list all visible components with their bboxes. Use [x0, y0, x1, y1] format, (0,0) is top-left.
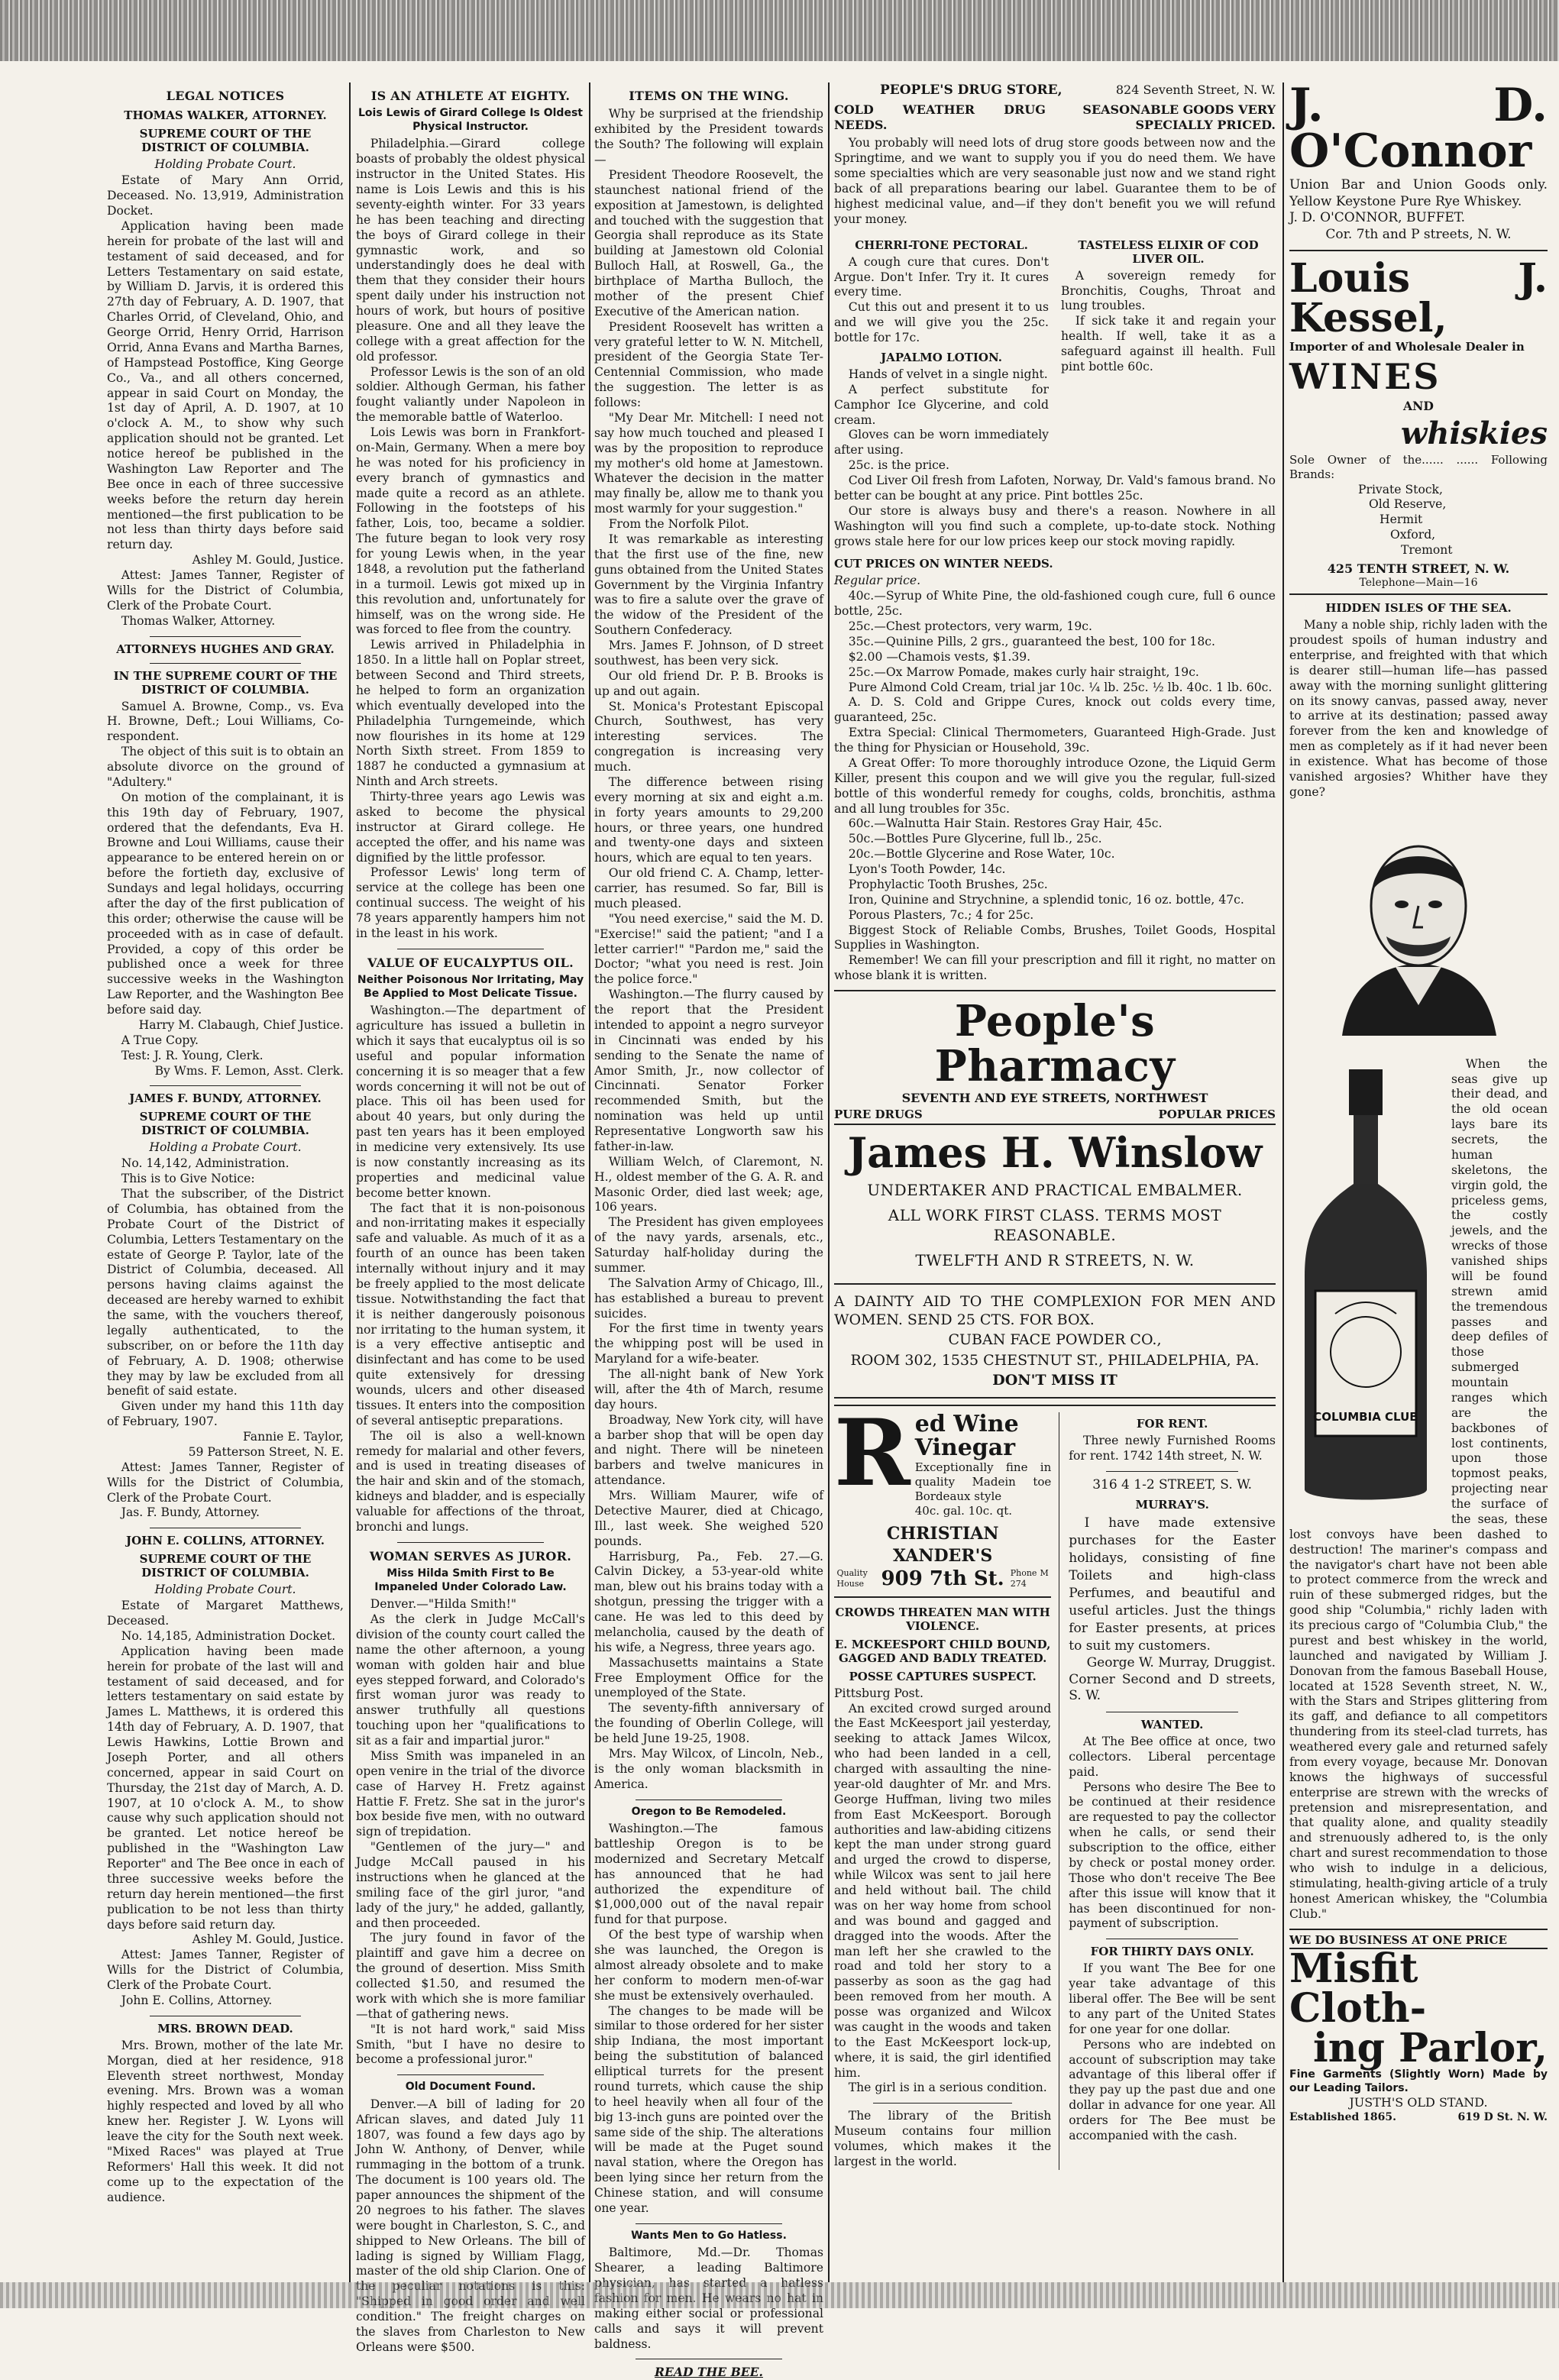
article-paragraph: Washington.—The famous battleship Oregon is to be modernized and Secretary Metcalf has announced that he had authorized the expenditure of $1,000,000 out of the naval repair fund for that purpose.	[594, 1822, 823, 1927]
notice-body: Application having been made herein for probate of the last will and testament of said deceased, and for Letters Testamentary on said estate, by William D. Jarvis, it is ordered this 27th day of February, A. D. 1907, that Charles Orrid, of Cleveland, Ohio, and George Orrid, Henry Orrid, Harrison Orrid, Anna Evans and Martha Barnes, of Hampstead Postoffice, King George Co., Va., and all others concerned, appear in said Court on Monday, the 1st day of April, A. D. 1907, at 10 o'clock A. M., to show why such application should not be granted. Let notice hereof be published in the Washington Law Reporter and The Bee once in each of three successive weeks before the return day herein mentioned—the first publication to be not less than thirty days before said return day.	[107, 218, 344, 552]
court-heading: SUPREME COURT OF THE DISTRICT OF COLUMBIA.	[139, 1110, 312, 1138]
news-item: Massachusetts maintains a State Free Employment Office for the unemployed of the State.	[594, 1655, 823, 1700]
man-portrait-illustration	[1296, 807, 1541, 1051]
given-line: Given under my hand this 11th day of February, 1907.	[107, 1399, 344, 1429]
news-item: Our old friend C. A. Champ, letter-carrier, has resumed. So far, Bill is much pleased.	[594, 866, 823, 910]
dainty-line: DON'T MISS IT	[992, 1371, 1117, 1389]
article-paragraph: Miss Smith was impaneled in an open venire in the trial of the divorce case of Harvey H. Fretz against Hattie F. Fretz. She sat in the juror's box beside five men, with no outward sign of trepidation.	[356, 1748, 585, 1839]
notice-line: This is to Give Notice:	[121, 1172, 255, 1186]
attest-line: Attest: James Tanner, Register of Wills for the District of Columbia, Clerk of the Probate Court.	[107, 1948, 344, 1993]
misfit-ad	[1289, 1929, 1548, 2125]
notice-body: On motion of the complainant, it is this 19th day of February, 1907, ordered that the defendants, Eva H. Browne and Loui Williams, cause their appearance to be entered herein on or before the fortieth day, exclusive of Sundays and legal holidays, occurring after the day of the first publication of this order; otherwise the cause will be proceeded with as in case of default. Provided, a copy of this order be published once a week for three successive weeks in the Washington Law Reporter, and the Washington Bee before said day.	[107, 790, 344, 1017]
kessel-line: Importer of and Wholesale Dealer in	[1289, 339, 1525, 354]
article-paragraph: Professor Lewis is the son of an old soldier. Although German, his father fought valiantly under Napoleon in the memorable battle of Waterloo.	[356, 364, 585, 425]
peoples-pharmacy-ad	[834, 990, 1276, 1125]
winslow-line: TWELFTH AND R STREETS, N. W.	[915, 1251, 1195, 1270]
price-line: Extra Special: Clinical Thermometers, Guaranteed High-Grade. Just the thing for Physician or Household, 39c.	[834, 726, 1276, 755]
red-wine-vinegar-ad	[834, 1399, 1052, 1598]
section-heading: LEGAL NOTICES	[166, 89, 285, 103]
article-subheading: E. MCKEESPORT CHILD BOUND, GAGGED AND BADLY TREATED.	[834, 1637, 1051, 1665]
product-text: Our store is always busy and there's a reason. Nowhere in all Washington will you find such a complete, up-to-date stock. Nothing grows stale here for our low prices keep our stock moving rapidly.	[834, 503, 1276, 548]
murray-body: I have made extensive purchases for the Easter holidays, consisting of fine Toilets and high-class Perfumes, and beautiful and useful articles. Just the things for Easter presents, at prices to suit my customers.	[1069, 1515, 1276, 1654]
article-paragraph: Of the best type of warship when she was launched, the Oregon is almost already obsolete and to make her conform to modern men-of-war she must be extensively overhauled.	[594, 1928, 823, 2003]
article-paragraph: An excited crowd surged around the East McKeesport jail yesterday, seeking to attack James Wilcox, who had been landed in a cell, charged with assaulting the nine-year-old daughter of Mr. and Mrs. George Huffman, living two miles from East McKeesport. Borough authorities and law-abiding citizens kept the man under strong guard and urged the crowd to disperse, while Wilcox was sent to jail here and held without bail. The child was on her way home from school and was bound and gagged and dragged into the woods. After the man left her she crawled to the road and told her story to a passerby as soon as the gag had been removed from her mouth. A posse was organized and Wilcox was caught in the woods and taken to the East McKeesport lock-up, where, it is said, the girl identified him.	[834, 1701, 1052, 2080]
kessel-brand: Tremont	[1401, 543, 1453, 558]
article-paragraph: As the clerk in Judge McCall's division of the county court called the name the other afternoon, a young woman with golden hair and blue eyes stepped forward, and Colorado's first woman juror was ready to answer truthfully all questions touching upon her "qualifications to sit as a fair and impartial juror."	[356, 1612, 585, 1748]
divider	[636, 2223, 782, 2224]
news-item: President Roosevelt has written a very grateful letter to W. N. Mitchell, president of the Georgia State Ter-Centennial Commission, who made the suggestion. The letter is as follows:	[594, 319, 823, 410]
murray-signature: George W. Murray, Druggist.	[1086, 1654, 1276, 1670]
product-text: A perfect substitute for Camphor Ice Glycerine, and cold cream.	[834, 382, 1049, 427]
estate-line: Estate of Margaret Matthews, Deceased.	[107, 1599, 344, 1628]
signature: By Wms. F. Lemon, Asst. Clerk.	[154, 1063, 344, 1078]
murray-address: 316 4 1-2 STREET, S. W.	[1092, 1476, 1253, 1492]
news-item: Broadway, New York city, will have a barber shop that will be open day and night. There will be nineteen barbers and twelve manicures in attendance.	[594, 1412, 823, 1488]
kessel-title: Louis J. Kessel,	[1289, 254, 1548, 341]
column-rule	[1282, 82, 1284, 2282]
dainty-line: ROOM 302, 1535 CHESTNUT ST., PHILADELPHIA, PA.	[850, 1351, 1260, 1369]
product-text: Cod Liver Oil fresh from Lafoten, Norway, Dr. Vald's famous brand. No better can be bought at any price. Pint bottles 25c.	[834, 474, 1276, 503]
and-word: AND	[1403, 399, 1434, 414]
article-subheading: Lois Lewis of Girard College Is Oldest Physical Instructor.	[358, 107, 583, 133]
winslow-ad	[834, 1128, 1276, 1285]
price-line: A Great Offer: To more thoroughly introduce Ozone, the Liquid Germ Killer, present this coupon and we will give you the regular, full-sized bottle of this wonderful remedy for coughs, colds, bronchitis, asthma and all lung troubles for 35c.	[834, 755, 1276, 816]
signature: Thomas Walker, Attorney.	[121, 613, 276, 628]
cuban-face-powder-ad	[834, 1285, 1276, 1399]
section-heading: ITEMS ON THE WING.	[629, 89, 789, 103]
wines-title: WINES	[1289, 355, 1441, 397]
vinegar-title: Vinegar	[914, 1434, 1015, 1462]
kessel-brand: Old Reserve,	[1369, 497, 1447, 512]
kessel-brand-list	[1289, 483, 1548, 558]
news-item: Why be surprised at the friendship exhibited by the President towards the South? The following will explain—	[594, 107, 823, 167]
court-heading: SUPREME COURT OF THE DISTRICT OF COLUMBIA.	[139, 127, 312, 155]
address-line: 59 Patterson Street, N. E.	[188, 1444, 344, 1459]
kessel-brand: Oxford,	[1390, 528, 1436, 542]
cold-weather-heading: COLD WEATHER DRUG NEEDS.	[834, 102, 1046, 133]
oconnor-title: J. D. O'Connor	[1289, 79, 1548, 178]
regular-price-label: Regular price.	[834, 574, 921, 588]
news-item: Our old friend Dr. P. B. Brooks is up and out again.	[594, 668, 823, 698]
news-item: It was remarkable as interesting that the first use of the fine, new guns obtained from the United States Government by the Virginia Infantry was to fire a salute over the grave of the widow of the President of the Southern Confederacy.	[594, 532, 823, 638]
red-wine-title: ed Wine	[914, 1410, 1019, 1437]
news-item: "My Dear Mr. Mitchell: I need not say how much touched and pleased I was by the proposition to reproduce my mother's old home at Jamestown. Whatever the decision in the matter may finally be, allow me to thank you most warmly for your suggestion."	[594, 410, 823, 516]
product-heading: JAPALMO LOTION.	[881, 350, 1002, 364]
murray-heading: MURRAY'S.	[1135, 1498, 1209, 1512]
winslow-line: UNDERTAKER AND PRACTICAL EMBALMER.	[867, 1180, 1243, 1199]
parties-line: Samuel A. Browne, Comp., vs. Eva H. Browne, Deft.; Loui Williams, Co-respondent.	[107, 699, 344, 744]
red-wine-initial: R	[834, 1399, 910, 1507]
true-copy: A True Copy.	[121, 1033, 199, 1047]
product-text: 25c. is the price.	[848, 458, 949, 473]
notice-body: The object of this suit is to obtain an absolute divorce on the ground of "Adultery."	[107, 745, 344, 789]
misfit-title-1: Misfit Cloth-	[1289, 1945, 1427, 2032]
news-item: For the first time in twenty years the whipping post will be used in Maryland for a wife-beater.	[594, 1321, 823, 1366]
thirty-days-body: Persons who are indebted on account of subscription may take advantage of this liberal offer if they pay up the past due and one dollar in advance for one year. All orders for The Bee must be accompanied with the cash.	[1069, 2037, 1276, 2142]
article-paragraph: Lewis arrived in Philadelphia in 1850. In a little hall on Poplar street, between Second and Third streets, he helped to form an organization which eventually developed into the Philadelphia Turngemeinde, which now flourishes in its home at 129 North Sixth street. From 1859 to 1887 he conducted a gymnasium at Ninth and Arch streets.	[356, 638, 585, 789]
news-item: The seventy-fifth anniversary of the founding of Oberlin College, will be held June 19-25, 1908.	[594, 1701, 823, 1746]
whiskey-bottle-illustration	[1289, 1062, 1442, 1512]
product-text: Gloves can be worn immediately after using.	[834, 428, 1049, 458]
court-heading: SUPREME COURT OF THE DISTRICT OF COLUMBIA.	[139, 1552, 312, 1580]
news-item: The difference between rising every morning at six and eight a.m. in forty years amounts to 29,200 hours, or three years, one hundred and twenty-one days and sixteen hours, which are equal to ten years.	[594, 774, 823, 865]
kessel-address: 425 TENTH STREET, N. W.	[1327, 561, 1510, 576]
court-heading: IN THE SUPREME COURT OF THE DISTRICT OF COLUMBIA.	[113, 668, 338, 697]
xander-address: 909 7th St.	[881, 1567, 1004, 1590]
cut-prices-heading: CUT PRICES ON WINTER NEEDS.	[834, 557, 1053, 571]
notice-body: Application having been made herein for probate of the last will and testament of said deceased, and for letters testamentary on said estate by James L. Matthews, it is ordered this 14th day of February, A. D. 1907, that Lewis Hawkins, Lottie Brown and Joseph Porter, and all others concerned, appear in said Court on Thursday, the 21st day of March, A. D. 1907, at 10 o'clock A. M., to show cause why such application should not be granted. Let notice hereof be published in the "Washington Law Reporter" and The Bee once in each of three successive weeks before the return day herein mentioned—the first publication to be not less than thirty days before said return day.	[107, 1644, 344, 1932]
column-items-on-the-wing	[594, 82, 823, 2380]
column-legal-notices	[107, 82, 344, 2282]
prescription-note: Remember! We can fill your prescription and fill it right, no matter on whose blank it is written.	[834, 953, 1276, 983]
news-item: From the Norfolk Pilot.	[608, 517, 749, 532]
price-line: Porous Plasters, 7c.; 4 for 25c.	[848, 907, 1034, 922]
column-articles	[356, 82, 585, 2354]
docket-line: No. 14,142, Administration.	[121, 1156, 289, 1171]
biggest-stock: Biggest Stock of Reliable Combs, Brushes, Toilet Goods, Hospital Supplies in Washington.	[834, 923, 1276, 952]
dainty-line: CUBAN FACE POWDER CO.,	[948, 1331, 1162, 1349]
article-paragraph: Baltimore, Md.—Dr. Thomas Shearer, a leading Baltimore physician, has started a hatless fashion for men. He wears no hat in making either social or professional calls and says it will prevent baldness.	[594, 2246, 823, 2351]
misfit-tagline: WE DO BUSINESS AT ONE PRICE	[1289, 1933, 1548, 1949]
column-advertisements	[834, 82, 1276, 2282]
news-item: Mrs. James F. Johnson, of D street southwest, has been very sick.	[594, 639, 823, 668]
drug-store-name: PEOPLE'S DRUG STORE,	[880, 82, 1063, 98]
scan-bottom-edge	[0, 2282, 1559, 2308]
article-paragraph: Professor Lewis' long term of service at the college has been one continual success. The weight of his 78 years apparently hampers him not in the least in his work.	[356, 865, 585, 940]
news-item: William Welch, of Claremont, N. H., oldest member of the G. A. R. and Masonic Order, died last week; age, 106 years.	[594, 1154, 823, 1214]
price-line: Prophylactic Tooth Brushes, 25c.	[848, 877, 1048, 891]
news-item: "You need exercise," said the M. D. "Exercise!" said the patient; "and I a letter carrier!" "Pardon me," said the Doctor; "what you need is rest. Join the police force."	[594, 911, 823, 987]
product-text: A sovereign remedy for Bronchitis, Coughs, Throat and lung troubles.	[1061, 268, 1276, 313]
oconnor-line: Union Bar and Union Goods only. Yellow Keystone Pure Rye Whiskey.	[1289, 177, 1548, 209]
article-paragraph: The fact that it is non-poisonous and non-irritating makes it especially safe and valuable. As much of it as a fourth of an ounce has been taken internally without injury and it may be freely applied to the most delicate tissue. Notwithstanding the fact that it is neither dangerously poisonous nor irritating to the human system, it is a very effective antiseptic and disinfectant and has come to be used quite extensively for dressing wounds, ulcers and other diseased tissues. It enters into the composition of several antiseptic preparations.	[356, 1201, 585, 1428]
divider	[397, 1542, 544, 1543]
wanted-body: At The Bee office at once, two collectors. Liberal percentage paid.	[1069, 1734, 1276, 1779]
xander-phone: Phone M 274	[1010, 1568, 1049, 1589]
winslow-line: ALL WORK FIRST CLASS. TERMS MOST REASONABLE.	[888, 1206, 1222, 1244]
misfit-line: JUSTH'S OLD STAND.	[1349, 2095, 1488, 2110]
kessel-brand: Hermit	[1379, 513, 1423, 527]
article-heading: CROWDS THREATEN MAN WITH VIOLENCE.	[835, 1605, 1050, 1633]
scan-top-edge	[0, 0, 1559, 61]
misfit-address: 619 D St. N. W.	[1457, 2110, 1548, 2123]
pharmacy-address: SEVENTH AND EYE STREETS, NORTHWEST	[901, 1090, 1208, 1105]
thirty-days-body: If you want The Bee for one year take advantage of this liberal offer. The Bee will be sent to any part of the United States for one year for one dollar.	[1069, 1961, 1276, 2036]
vinegar-desc: Exceptionally fine in quality Madein toe Bordeaux style	[914, 1460, 1052, 1504]
oconnor-line: Cor. 7th and P streets, N. W.	[1325, 227, 1512, 243]
news-item: St. Monica's Protestant Episcopal Church, Southwest, has very interesting services. The congregation is increasing very much.	[594, 699, 823, 774]
dainty-line: A DAINTY AID TO THE COMPLEXION FOR MEN AND WOMEN. SEND 25 CTS. FOR BOX.	[834, 1292, 1276, 1329]
winslow-title: James H. Winslow	[847, 1128, 1263, 1178]
article-heading: IS AN ATHLETE AT EIGHTY.	[370, 89, 571, 103]
court-subheading: Holding Probate Court.	[154, 1583, 296, 1597]
article-heading: WOMAN SERVES AS JUROR.	[369, 1548, 572, 1563]
signature: Ashley M. Gould, Justice.	[192, 1932, 344, 1947]
kessel-brand: Private Stock,	[1358, 482, 1443, 496]
signature: Ashley M. Gould, Justice.	[192, 553, 344, 568]
column-rule	[349, 82, 351, 2282]
oconnor-line: J. D. O'CONNOR, BUFFET.	[1289, 210, 1466, 226]
notice-attorney: JOHN E. COLLINS, ATTORNEY.	[126, 1534, 325, 1548]
article-paragraph: Philadelphia.—Girard college boasts of probably the oldest physical instructor in the United States. His name is Lois Lewis and this is his seventy-eighth winter. For 33 years he has been teaching and directing the boys of Girard college in their gymnastic work, and so understandingly does he deal with them that they consider their hours spent daily under his instruction not hours of work, but hours of positive pleasure. One and all they leave the college with a great affection for the old professor.	[356, 137, 585, 364]
dateline: Pittsburg Post.	[834, 1686, 923, 1700]
product-text: Hands of velvet in a single night.	[848, 367, 1048, 381]
article-heading: MRS. BROWN DEAD.	[157, 2021, 293, 2036]
court-subheading: Holding Probate Court.	[154, 157, 296, 172]
price-line: $2.00 —Chamois vests, $1.39.	[848, 649, 1031, 664]
news-item: Mrs. William Maurer, wife of Detective Maurer, died at Chicago, Ill., last week. She weighed 520 pounds.	[594, 1489, 823, 1548]
price-line: 35c.—Quinine Pills, 2 grs., guaranteed the best, 100 for 18c.	[848, 634, 1215, 648]
article-heading: Old Document Found.	[405, 2081, 536, 2094]
article-paragraph: Thirty-three years ago Lewis was asked to become the physical instructor at Girard college. He accepted the offer, and his name was dignified by the little professor.	[356, 790, 585, 865]
murray-corner: Corner Second and D streets, S. W.	[1069, 1671, 1276, 1704]
bottle-label: COLUMBIA CLUB	[1313, 1409, 1418, 1424]
product-text: A cough cure that cures. Don't Argue. Don't Infer. Try it. It cures every time.	[834, 254, 1049, 299]
divider	[150, 663, 301, 664]
signature: John E. Collins, Attorney.	[121, 1993, 273, 2007]
estate-line: Estate of Mary Ann Orrid, Deceased. No. 13,919, Administration Docket.	[107, 173, 344, 218]
article-heading: HIDDEN ISLES OF THE SEA.	[1325, 601, 1512, 616]
news-item: Washington.—The flurry caused by the report that the President intended to appoint a negro surveyor in Cincinnati was ended by his sending to the Senate the name of Amor Smith, Jr., now collector of Cincinnati. Senator Forker recommended Smith, but the nomination was held up until Representative Longworth saw his father-in-law.	[594, 988, 823, 1153]
article-subheading: Miss Hilda Smith First to Be Impaneled Under Colorado Law.	[374, 1567, 567, 1593]
notice-attorney: THOMAS WALKER, ATTORNEY.	[124, 108, 327, 123]
notice-body: That the subscriber, of the District of Columbia, has obtained from the Probate Court of the District of Columbia, Letters Testamentary on the estate of George P. Taylor, late of the District of Columbia, deceased. All persons having claims against the deceased are hereby warned to exhibit the same, with the vouchers thereof, legally authenticated, to the subscriber, on or before the 11th day of February, A. D. 1908; otherwise they may by law be excluded from all benefit of said estate.	[107, 1187, 344, 1399]
article-paragraph: The oil is also a well-known remedy for malarial and other fevers, and is used in treating diseases of the hair and skin and of the stomach, kidneys and bladder, and is especially valuable for affections of the throat, bronchi and lungs.	[356, 1428, 585, 1534]
news-item: The all-night bank of New York will, after the 4th of March, resume day hours.	[594, 1367, 823, 1412]
product-heading: CHERRI-TONE PECTORAL.	[855, 238, 1028, 252]
news-item: Harrisburg, Pa., Feb. 27.—G. Calvin Dickey, a 53-year-old white man, blew out his brains today with a shotgun, pressing the trigger with a cane. He was led to this deed by melancholia, caused by the death of his wife, a Negress, three years ago.	[594, 1549, 823, 1654]
misfit-title-2: ing Parlor,	[1313, 2024, 1548, 2071]
kessel-line: Sole Owner of the...... ...... Following Brands:	[1289, 453, 1548, 482]
article-heading: Oregon to Be Remodeled.	[631, 1805, 787, 1818]
price-line: 25c.—Chest protectors, very warm, 19c.	[848, 619, 1092, 634]
product-heading: TASTELESS ELIXIR OF COD LIVER OIL.	[1078, 238, 1259, 266]
pharmacy-title: People's Pharmacy	[934, 996, 1176, 1091]
news-item: Mrs. May Wilcox, of Lincoln, Neb., is the only woman blacksmith in America.	[594, 1746, 823, 1791]
article-paragraph: When the seas give up their dead, and the old ocean lays bare its secrets, the human skeletons, the virgin gold, the priceless gems, the costly jewels, and the wrecks of those vanished ships will be found strewn amid the tremendous passes and deep defiles of those submerged mountain ranges which are the backbones of lost continents, upon those topmost peaks, projecting near the surface of the seas, these lost convoys have been dashed to destruction! The mariner's compass and the navigator's chart have not been able to protect commerce from the wreck and ruin of these submerged ridges, but the good ship "Columbia," richly laden with its precious cargo of "Columbia Club," the purest and best whiskey in the world, launched and navigated by William J. Donovan from the famous Baseball House, located at 1528 Seventh street, N. W., with the Stars and Stripes glittering from its gaff, and defiance to all competitors thundering from its steel-clad turrets, has weathered every gale and returned safely from every voyage, because Mr. Donovan knows the highways of successful enterprise are strewn with the wrecks of pretension and misrepresentation, and that quality alone, and quality steadily and strenuously adhered to, is the only chart and surest recommendation to those who wish to indulge in a delicious, stimulating, health-giving article of a truly honest American whiskey, the "Columbia Club."	[1289, 1056, 1548, 1921]
notice-attorney: JAMES F. BUNDY, ATTORNEY.	[129, 1091, 322, 1106]
column-liquor-ads	[1289, 79, 1548, 2282]
article-paragraph: The girl is in a serious condition.	[848, 2081, 1047, 2095]
news-item: The President has given employees of the navy yards, arsenals, etc., Saturday half-holiday during the summer.	[594, 1215, 823, 1275]
column-rule	[828, 82, 830, 2282]
vinegar-price: 40c. gal. 10c. qt.	[914, 1504, 1013, 1518]
article-subheading: Neither Poisonous Nor Irritating, May Be Applied to Most Delicate Tissue.	[357, 974, 584, 1000]
news-item: The Salvation Army of Chicago, Ill., has established a bureau to prevent suicides.	[594, 1276, 823, 1321]
product-text: Cut this out and present it to us and we will give you the 25c. bottle for 17c.	[834, 300, 1049, 345]
docket-line: No. 14,185, Administration Docket.	[121, 1628, 336, 1643]
notice-attorney: ATTORNEYS HUGHES AND GRAY.	[116, 642, 335, 656]
divider	[397, 2074, 544, 2075]
for-rent-body: Three newly Furnished Rooms for rent. 1742 14th street, N. W.	[1069, 1433, 1276, 1463]
wanted-body: Persons who desire The Bee to be continued at their residence are requested to pay the collector when he calls, or send their subscription to the office, either by check or postal money order. Those who don't receive The Bee after this issue will know that it has been discontinued for non-payment of subscription.	[1069, 1780, 1276, 1931]
price-line: Pure Almond Cold Cream, trial jar 10c. ¼ lb. 25c. ½ lb. 40c. 1 lb. 60c.	[848, 680, 1273, 694]
thirty-days-heading: FOR THIRTY DAYS ONLY.	[1090, 1945, 1254, 1959]
article-paragraph: The library of the British Museum contains four million volumes, which makes it the largest in the world.	[834, 2109, 1052, 2168]
article-paragraph: Denver.—A bill of lading for 20 African slaves, and dated July 11 1807, was found a few days ago by John W. Anthony, of Denver, while rummaging in the bottom of a trunk. The document is 100 years old. The paper announces the shipment of the 20 negroes to his father. The slaves were bought in Charleston, S. C., and shipped to New Orleans. The bill of lading is signed by William Flagg, master of the old ship Clarion. One of the peculiar notations is this: "Shipped in good order and well condition." The freight charges on the slaves from Charleston to New Orleans were $500.	[356, 2097, 585, 2354]
article-paragraph: "It is not hard work," said Miss Smith, "but I have no desire to become a professional juror."	[356, 2022, 585, 2067]
article-heading: VALUE OF EUCALYPTUS OIL.	[367, 955, 574, 970]
signature: Fannie E. Taylor,	[243, 1430, 344, 1444]
signature: Jas. F. Bundy, Attorney.	[121, 1505, 260, 1520]
drug-store-intro: You probably will need lots of drug store goods between now and the Springtime, and we want to supply you if you do need them. We have some specialties which are very seasonable just now and we stand right back of all preparations bearing our label. Guarantee them to be of highest medicinal value, and—if they don't benefit you we will refund your money.	[834, 136, 1276, 226]
article-paragraph: "Gentlemen of the jury—" and Judge McCall paused in his instructions when he glanced at the smiling face of the girl juror, "and lady of the jury," he added, gallantly, and then proceeded.	[356, 1840, 585, 1930]
article-paragraph: Denver.—"Hilda Smith!"	[370, 1597, 517, 1612]
price-line: Lyon's Tooth Powder, 14c.	[848, 862, 1006, 877]
divider	[150, 636, 301, 637]
popular-prices: POPULAR PRICES	[1158, 1108, 1276, 1122]
seasonable-heading: SEASONABLE GOODS VERY SPECIALLY PRICED.	[1082, 102, 1276, 133]
article-paragraph: Many a noble ship, richly laden with the proudest spoils of human industry and enterprise, and freighted with that which is dearer still—human life—has passed away with the morning sunlight glittering on its snowy canvas, passed away, never to arrive at its destination; passed away forever from the ken and knowledge of men as completely as if it had never been in existence. What has become of those vanished argosies? Whither have they gone?	[1289, 618, 1548, 799]
signature: Harry M. Clabaugh, Chief Justice.	[138, 1017, 344, 1032]
wanted-heading: WANTED.	[1140, 1717, 1204, 1732]
misfit-established: Established 1865.	[1289, 2110, 1396, 2123]
news-item: President Theodore Roosevelt, the staunchest national friend of the exposition at Jamestown, is delighted and touched with the suggestion that Georgia shall reproduce as its State building at Jamestown old Colonial Bulloch Hall, at Roswell, Ga., the birthplace of Martha Bulloch, the mother of the present Chief Executive of the American nation.	[594, 167, 823, 319]
court-subheading: Holding a Probate Court.	[149, 1140, 302, 1155]
divider	[150, 1085, 301, 1086]
article-paragraph: Washington.—The department of agriculture has issued a bulletin in which it says that eucalyptus oil is so useful and popular information concerning it is so meager that a few words concerning it will not be out of place. This oil has been used for about 40 years, but only during the past ten years has it been employed in medicine very extensively. Its use is now constantly increasing as its properties and medicinal value become better known.	[356, 1004, 585, 1200]
column-rule	[589, 82, 590, 2282]
article-body: Mrs. Brown, mother of the late Mr. Morgan, died at her residence, 918 Eleventh street northwest, Monday evening. Mrs. Brown was a woman highly respected and loved by all who knew her. Register J. W. Lyons will leave the city for the South next week. "Mixed Races" was played at True Reformers' Hall this week. It did not come up to the expectation of the audience.	[107, 2038, 344, 2204]
article-heading: Wants Men to Go Hatless.	[631, 2229, 787, 2242]
price-line: A. D. S. Cold and Grippe Cures, knock out colds every time, guaranteed, 25c.	[834, 695, 1276, 725]
product-text: If sick take it and regain your health. If well, take it as a safeguard against ill health. Full pint bottle 60c.	[1061, 314, 1276, 373]
divider	[1106, 1471, 1238, 1472]
for-rent-heading: FOR RENT.	[1136, 1416, 1208, 1431]
price-line: 50c.—Bottles Pure Glycerine, full lb., 25c.	[848, 832, 1102, 846]
article-subheading: POSSE CAPTURES SUSPECT.	[849, 1669, 1037, 1683]
xander-name: CHRISTIAN XANDER'S	[886, 1524, 999, 1566]
drug-store-address: 824 Seventh Street, N. W.	[1115, 82, 1276, 97]
divider	[873, 2103, 1012, 2104]
price-line: 20c.—Bottle Glycerine and Rose Water, 10c.	[848, 847, 1115, 862]
price-line: Iron, Quinine and Strychnine, a splendid tonic, 16 oz. bottle, 47c.	[848, 892, 1244, 907]
article-paragraph: The jury found in favor of the plaintiff and gave him a decree on the ground of desertion. Miss Smith collected $1.50, and resumed the work with which she is more familiar—that of gathering news.	[356, 1931, 585, 2021]
attest-line: Attest: James Tanner, Register of Wills for the District of Columbia, Clerk of the Probate Court.	[107, 1460, 344, 1505]
article-paragraph: Lois Lewis was born in Frankfort-on-Main, Germany. When a mere boy he was noted for his proficiency in every branch of gymnastics and made quite a record as an athlete. Following in the footsteps of his father, Lois, too, became a soldier. The future began to look very rosy for young Lewis when, in the year 1848, a revolution put the fatherland in a turmoil. Lewis got mixed up in this revolution and, unfortunately for himself, was on the wrong side. He was forced to flee from the country.	[356, 425, 585, 637]
misfit-line: Fine Garments (Slightly Worn) Made by our Leading Tailors.	[1289, 2068, 1548, 2094]
kessel-telephone: Telephone—Main—16	[1289, 577, 1548, 595]
test-line: Test: J. R. Young, Clerk.	[121, 1048, 264, 1062]
quality-house: Quality House	[836, 1568, 868, 1589]
attest-line: Attest: James Tanner, Register of Wills for the District of Columbia, Clerk of the Probate Court.	[107, 568, 344, 613]
price-list	[834, 589, 1276, 923]
price-line: 40c.—Syrup of White Pine, the old-fashioned cough cure, full 6 ounce bottle, 25c.	[834, 589, 1276, 619]
price-line: 25c.—Ox Marrow Pomade, makes curly hair straight, 19c.	[848, 665, 1199, 679]
pure-drugs: PURE DRUGS	[834, 1108, 923, 1122]
article-paragraph: The changes to be made will be similar to those ordered for her sister ship Indiana, the most important being the substitution of balanced elliptical turrets for the present round turrets, which cause the ship to heel heavily when all four of the big 13-inch guns are pointed over the same side of the ship. The alterations will be made at the Puget sound naval station, where the Oregon has been lying since her return from the Chinese station, and will consume one year.	[594, 2003, 823, 2215]
price-line: 60c.—Walnutta Hair Stain. Restores Gray Hair, 45c.	[848, 817, 1163, 831]
read-the-bee: READ THE BEE.	[655, 2365, 763, 2380]
whiskies-title: whiskies	[1400, 416, 1548, 452]
kessel-ad	[1289, 250, 1548, 596]
